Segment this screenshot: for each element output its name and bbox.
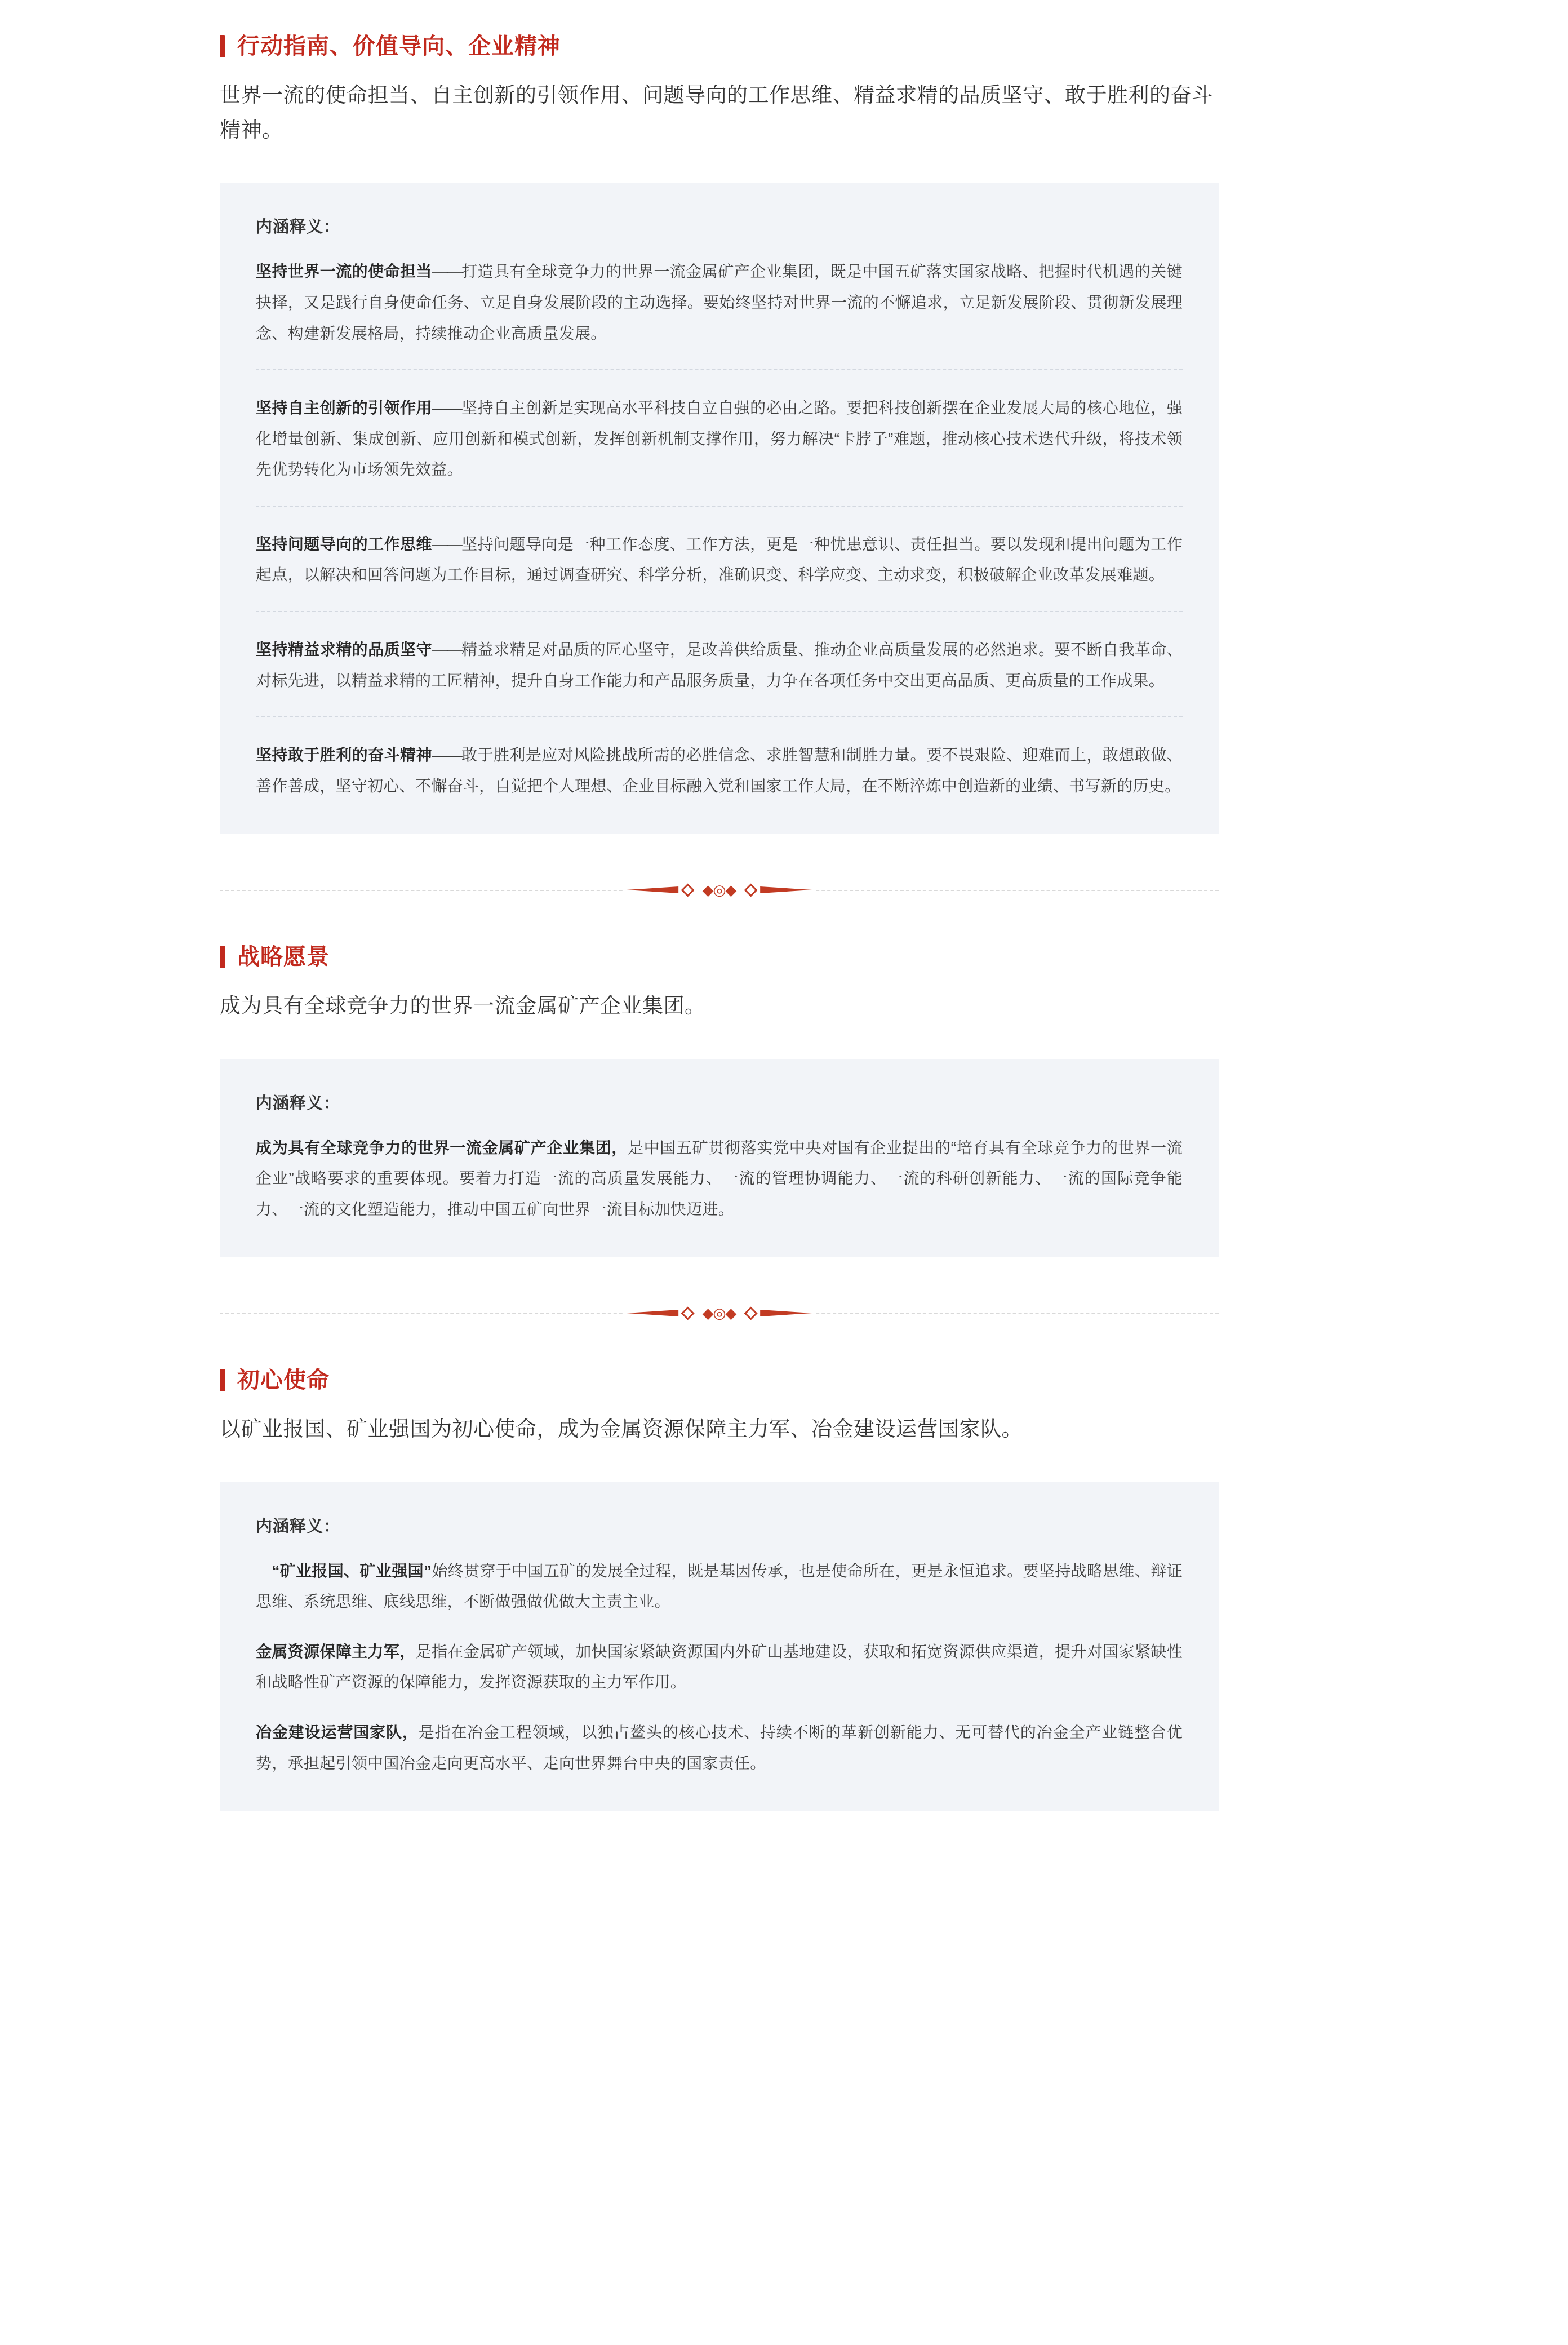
item-term: 冶金建设运营国家队， (256, 1723, 419, 1741)
item-term: 坚持问题导向的工作思维 (256, 535, 432, 553)
accent-bar-icon (220, 35, 225, 57)
item-dash: —— (432, 746, 461, 764)
accent-bar-icon (220, 946, 225, 968)
item-dash: —— (432, 263, 461, 281)
item-dash: —— (432, 641, 461, 659)
section-title: 行动指南、价值导向、企业精神 (237, 34, 561, 59)
diamond-right-icon (744, 883, 758, 897)
item-term: “矿业报国、矿业强国” (256, 1562, 432, 1580)
panel-label: 内涵释义： (256, 1517, 341, 1536)
list-item (256, 1556, 1183, 1617)
item-term: 成为具有全球竞争力的世界一流金属矿产企业集团， (256, 1138, 628, 1156)
diamond-right-icon (744, 1306, 758, 1320)
item-text: 是指在冶金工程领域，以独占鳌头的核心技术、持续不断的革新创新能力、无可替代的冶金全产业链整合优势，承担起引领中国冶金走向更高水平、走向世界舞台中央的国家责任。 (256, 1723, 1183, 1772)
list-item (256, 1717, 1183, 1779)
item-text: 精益求精是对品质的匠心坚守，是改善供给质量、推动企业高质量发展的必然追求。要不断自我革命、对标先进，以精益求精的工匠精神，提升自身工作能力和产品服务质量，力争在各项任务中交出更高品质、更高质量的工作成果。 (256, 641, 1183, 689)
item-text: 始终贯穿于中国五矿的发展全过程，既是基因传承，也是使命所在，更是永恒追求。要坚持战略思维、辩证思维、系统思维、底线思维，不断做强做优做大主责主业。 (256, 1562, 1183, 1611)
panel-label: 内涵释义： (256, 218, 341, 237)
section-lead-text: 以矿业报国、矿业强国为初心使命，成为金属资源保障主力军、冶金建设运营国家队。 (220, 1417, 1023, 1441)
list-item (256, 1133, 1183, 1225)
explanation-panel (220, 183, 1219, 834)
list-item (256, 256, 1183, 349)
section-title: 战略愿景 (237, 945, 330, 970)
section-lead-text: 世界一流的使命担当、自主创新的引领作用、问题导向的工作思维、精益求精的品质坚守、敢于胜利的奋斗精神。 (220, 83, 1213, 142)
item-term: 金属资源保障主力军， (256, 1642, 416, 1660)
explanation-panel (220, 1482, 1219, 1812)
item-term: 坚持自主创新的引领作用 (256, 399, 432, 417)
triangle-right-icon (760, 886, 812, 893)
item-text: 打造具有全球竞争力的世界一流金属矿产企业集团，既是中国五矿落实国家战略、把握时代机遇的关键抉择，又是践行自身使命任务、立足自身发展阶段的主动选择。要始终坚持对世界一流的不懈追求，立足新发展阶段、贯彻新发展理念、构建新发展格局，持续推动企业高质量发展。 (256, 263, 1183, 342)
section-founding-mission (220, 1368, 1219, 1811)
item-text: 坚持问题导向是一种工作态度、工作方法，更是一种忧患意识、责任担当。要以发现和提出问题为工作起点，以解决和回答问题为工作目标，通过调查研究、科学分析，准确识变、科学应变、主动求变，积极破解企业改革发展难题。 (256, 535, 1183, 584)
diamond-left-icon (681, 883, 694, 897)
item-text: 是指在金属矿产领域，加快国家紧缺资源国内外矿山基地建设，获取和拓宽资源供应渠道，提升对国家紧缺性和战略性矿产资源的保障能力，发挥资源获取的主力军作用。 (256, 1642, 1183, 1691)
divider-ornament-icon (623, 1306, 816, 1320)
section-title: 初心使命 (237, 1368, 330, 1393)
divider-center-glyph: ◆◎◆ (702, 881, 736, 899)
triangle-left-icon (627, 1310, 678, 1316)
ornamental-divider (220, 883, 1219, 897)
item-term: 坚持精益求精的品质坚守 (256, 641, 432, 659)
diamond-left-icon (681, 1306, 694, 1320)
list-item (256, 611, 1183, 696)
section-heading (220, 1368, 1219, 1393)
panel-label: 内涵释义： (256, 1094, 341, 1112)
divider-ornament-icon (623, 883, 816, 897)
section-strategic-vision (220, 945, 1219, 1257)
item-text: 坚持自主创新是实现高水平科技自立自强的必由之路。要把科技创新摆在企业发展大局的核心地位，强化增量创新、集成创新、应用创新和模式创新，发挥创新机制支撑作用，努力解决“卡脖子”难题，推动核心技术迭代升级，将技术领先优势转化为市场领先效益。 (256, 399, 1183, 478)
list-item (256, 1637, 1183, 1698)
list-item (256, 506, 1183, 591)
divider-center-glyph: ◆◎◆ (702, 1305, 736, 1322)
accent-bar-icon (220, 1369, 225, 1391)
section-action-guide (220, 34, 1219, 834)
list-item (256, 716, 1183, 801)
item-text: 敢于胜利是应对风险挑战所需的必胜信念、求胜智慧和制胜力量。要不畏艰险、迎难而上，敢想敢做、善作善成，坚守初心、不懈奋斗，自觉把个人理想、企业目标融入党和国家工作大局，在不断淬炼中创造新的业绩、书写新的历史。 (256, 746, 1183, 795)
section-heading (220, 34, 1219, 59)
item-term: 坚持世界一流的使命担当 (256, 263, 432, 281)
triangle-right-icon (760, 1310, 812, 1316)
triangle-left-icon (627, 886, 678, 893)
item-dash: —— (432, 535, 461, 553)
section-heading (220, 945, 1219, 969)
item-dash: —— (432, 399, 461, 417)
section-lead-text: 成为具有全球竞争力的世界一流金属矿产企业集团。 (220, 994, 706, 1018)
ornamental-divider (220, 1306, 1219, 1320)
list-item (256, 369, 1183, 485)
explanation-panel (220, 1059, 1219, 1258)
item-term: 坚持敢于胜利的奋斗精神 (256, 746, 432, 764)
item-text: 是中国五矿贯彻落实党中央对国有企业提出的“培育具有全球竞争力的世界一流企业”战略要求的重要体现。要着力打造一流的高质量发展能力、一流的管理协调能力、一流的科研创新能力、一流的国际竞争能力、一流的文化塑造能力，推动中国五矿向世界一流目标加快迈进。 (256, 1138, 1183, 1218)
